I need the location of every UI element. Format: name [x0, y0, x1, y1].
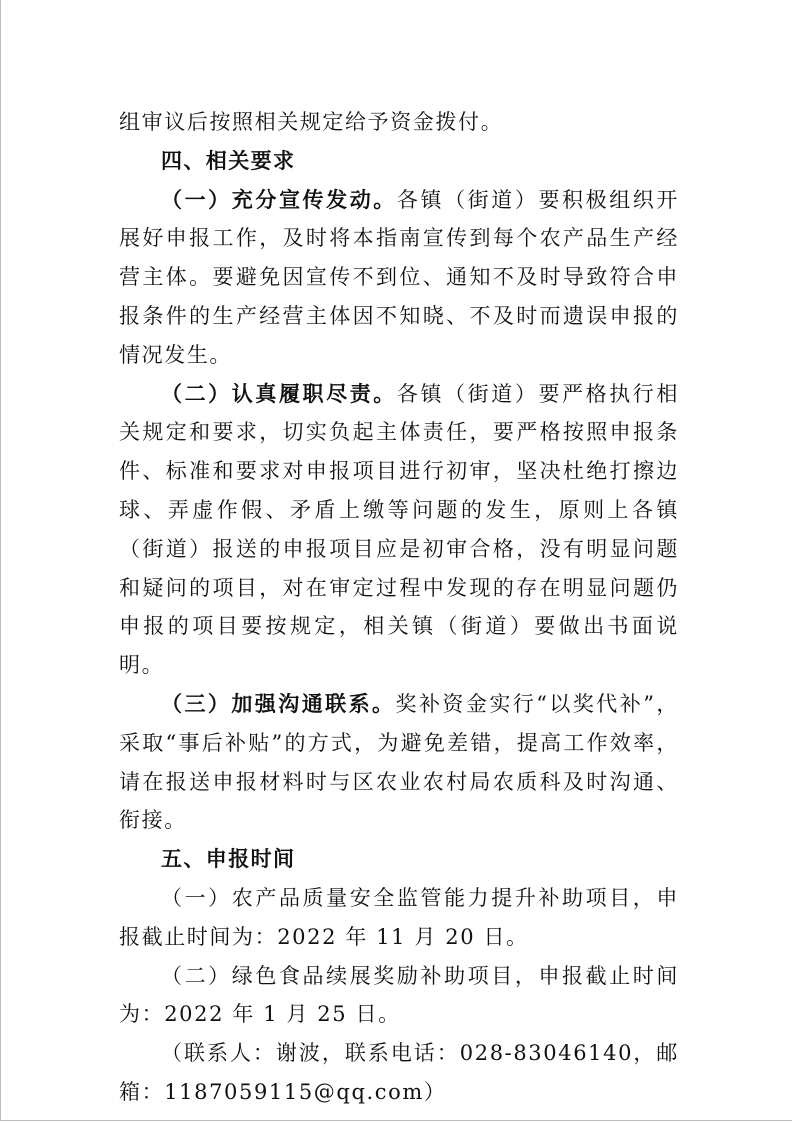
section-heading-requirements: 四、相关要求: [161, 148, 296, 173]
paragraph-text: 奖补资金实行“以奖代补”，采取“事后补贴”的方式，为避免差错，提高工作效率，请在报送申报材料时与区农业农村局农质科及时沟通、衔接。: [119, 691, 679, 833]
paragraph-duties: [119, 375, 679, 685]
paragraph-subtitle: （一）充分宣传发动。: [161, 186, 397, 212]
paragraph-deadline-2: （二）绿色食品续展奖励补助项目，申报截止时间为：2022 年 1 月 25 日。: [119, 963, 679, 1027]
paragraph-continuation: 组审议后按照相关规定给予资金拨付。: [119, 110, 504, 134]
paragraph-publicity: [119, 181, 679, 375]
paragraph-communication: [119, 685, 679, 840]
paragraph-deadline-1: （一）农产品质量安全监管能力提升补助项目，申报截止时间为：2022 年 11 月 20 日。: [119, 885, 679, 949]
document-body: [119, 103, 679, 1112]
paragraph-subtitle: （二）认真履职尽责。: [161, 380, 397, 406]
paragraph-contact: （联系人：谢波，联系电话：028-83046140，邮箱：1187059115@qq.com）: [119, 1041, 679, 1104]
paragraph-text: 各镇（街道）要严格执行相关规定和要求，切实负起主体责任，要严格按照申报条件、标准和要求对申报项目进行初审，坚决杜绝打擦边球、弄虚作假、矛盾上缴等问题的发生，原则上各镇（街道）报送的申报项目应是初审合格，没有明显问题和疑问的项目，对在审定过程中发现的存在明显问题仍申报的项目要按规定，相关镇（街道）要做出书面说明。: [119, 381, 679, 678]
paragraph-text: 各镇（街道）要积极组织开展好申报工作，及时将本指南宣传到每个农产品生产经营主体。要避免因宣传不到位、通知不及时导致符合申报条件的生产经营主体因不知晓、不及时而遗误申报的情况发生。: [119, 187, 679, 367]
paragraph-subtitle: （三）加强沟通联系。: [161, 690, 396, 716]
section-heading-deadline: 五、申报时间: [161, 847, 296, 872]
